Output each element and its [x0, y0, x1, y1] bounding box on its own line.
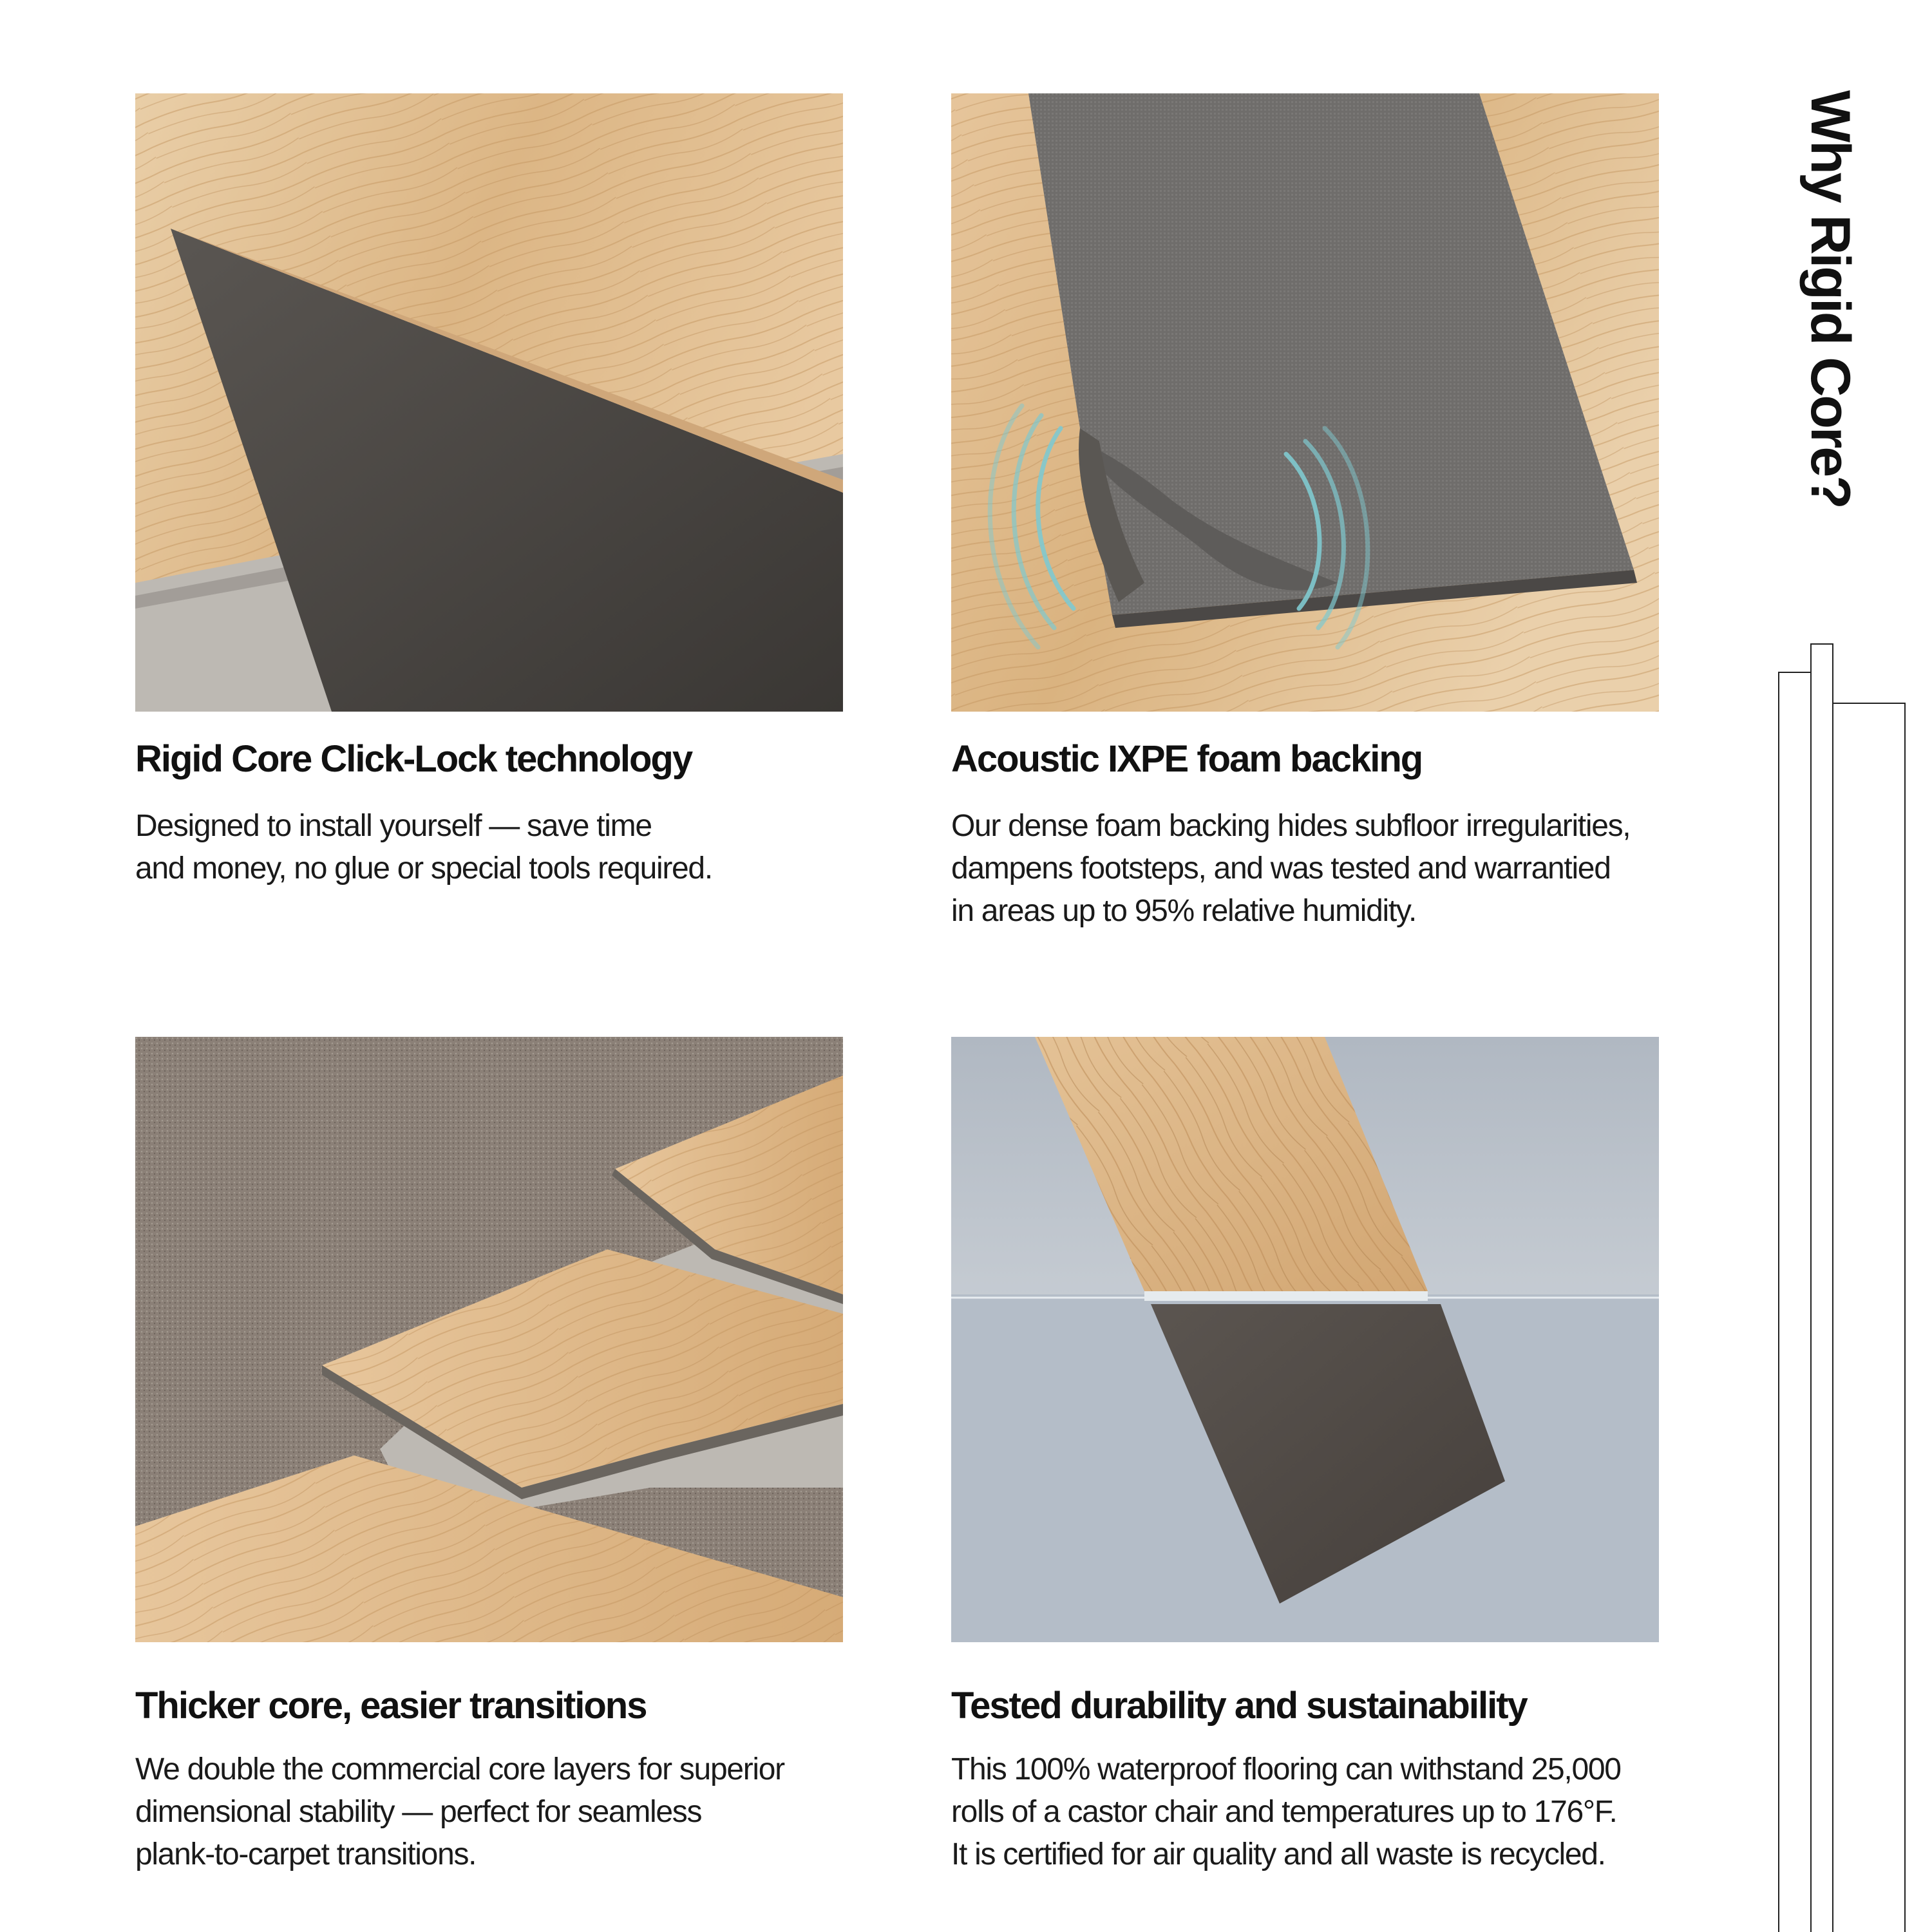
thicker-core-carpet-transition-image — [135, 1037, 843, 1642]
feature-description: Our dense foam backing hides subfloor irregularities, dampens footsteps, and was tested and warrantied in areas up to 95% relative humidity. — [951, 809, 1631, 928]
waterproof-plank-in-water-image — [951, 1037, 1659, 1642]
feature-description: Designed to install yourself — save time and money, no glue or special tools required. — [135, 809, 712, 886]
side-heading: Why Rigid Core? — [1799, 90, 1861, 507]
feature-description: This 100% waterproof flooring can withstand 25,000 rolls of a castor chair and temperatures up to 176°F. It is certified for air quality and all waste is recycled. — [951, 1752, 1621, 1871]
plank-outline-graphic — [1777, 638, 1906, 1932]
feature-title: Acoustic IXPE foam backing — [951, 738, 1423, 780]
feature-card-foam-backing — [951, 93, 1756, 928]
acoustic-ixpe-foam-backing-image — [951, 93, 1659, 712]
feature-title: Tested durability and sustainability — [951, 1685, 1527, 1727]
feature-card-durability — [951, 1037, 1756, 1874]
feature-description: We double the commercial core layers for superior dimensional stability — perfect for seamless plank-to-carpet transitions. — [135, 1752, 784, 1871]
feature-card-thicker-core — [135, 1037, 940, 1874]
feature-title: Thicker core, easier transitions — [135, 1685, 647, 1727]
rigid-core-click-lock-plank-image — [135, 93, 843, 712]
feature-card-click-lock — [135, 93, 908, 898]
feature-title: Rigid Core Click-Lock technology — [135, 738, 692, 780]
